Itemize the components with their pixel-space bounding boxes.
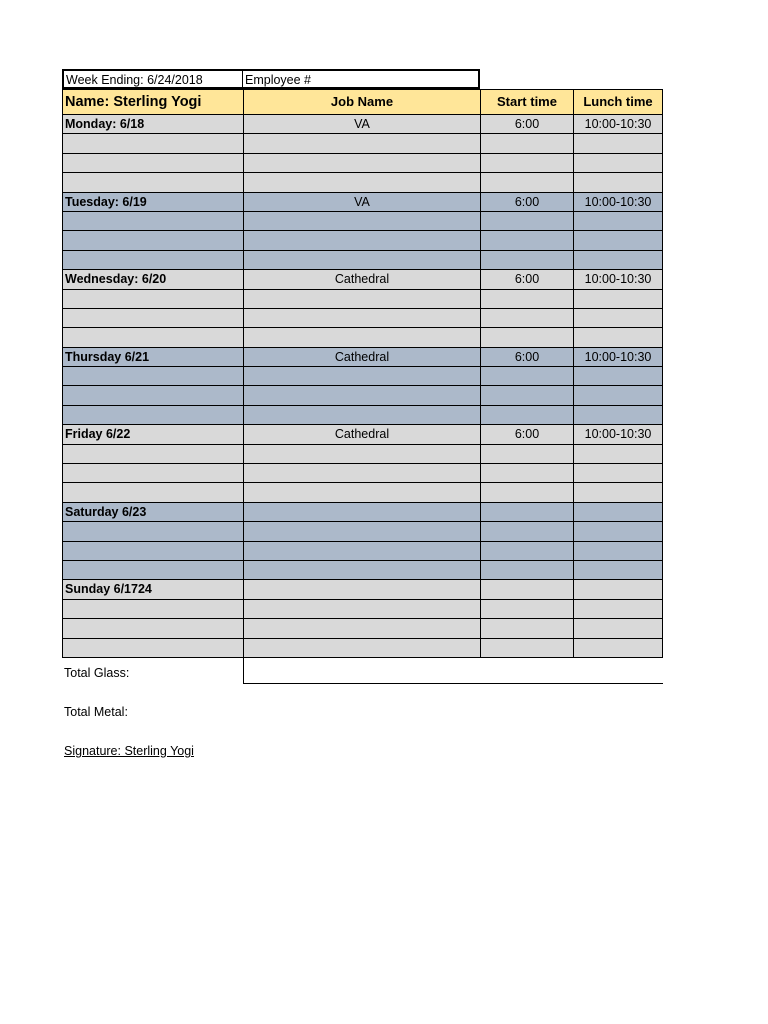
job-name-cell bbox=[244, 600, 481, 619]
lunch-time-cell: 10:00-10:30 bbox=[574, 270, 663, 289]
lunch-time-cell bbox=[574, 290, 663, 309]
day-label-cell bbox=[63, 600, 244, 619]
job-name-cell bbox=[244, 386, 481, 405]
lunch-time-cell bbox=[574, 522, 663, 541]
job-name-cell bbox=[244, 231, 481, 250]
day-label-cell: Monday: 6/18 bbox=[63, 115, 244, 134]
column-header-row bbox=[62, 89, 663, 115]
day-row bbox=[62, 115, 663, 134]
day-label-cell: Saturday 6/23 bbox=[63, 503, 244, 522]
job-name-cell bbox=[244, 328, 481, 347]
employee-name-header: Name: Sterling Yogi bbox=[63, 90, 244, 115]
day-row bbox=[62, 580, 663, 599]
start-time-cell bbox=[481, 386, 574, 405]
start-time-cell bbox=[481, 639, 574, 658]
blank-row bbox=[62, 406, 663, 425]
lunch-time-cell bbox=[574, 212, 663, 231]
job-name-cell bbox=[244, 154, 481, 173]
blank-row bbox=[62, 600, 663, 619]
start-time-cell bbox=[481, 561, 574, 580]
lunch-time-cell bbox=[574, 154, 663, 173]
day-row bbox=[62, 193, 663, 212]
lunch-time-cell bbox=[574, 503, 663, 522]
start-time-cell: 6:00 bbox=[481, 425, 574, 444]
lunch-time-cell bbox=[574, 231, 663, 250]
lunch-time-cell bbox=[574, 619, 663, 638]
blank-row bbox=[62, 134, 663, 153]
job-name-cell bbox=[244, 173, 481, 192]
day-label-cell bbox=[63, 251, 244, 270]
blank-row bbox=[62, 309, 663, 328]
day-label-cell bbox=[63, 619, 244, 638]
day-label-cell bbox=[63, 639, 244, 658]
total-metal-label: Total Metal: bbox=[64, 705, 128, 719]
day-row bbox=[62, 503, 663, 522]
lunch-time-cell bbox=[574, 251, 663, 270]
job-name-cell: Cathedral bbox=[244, 348, 481, 367]
job-name-cell bbox=[244, 483, 481, 502]
lunch-time-cell bbox=[574, 386, 663, 405]
blank-row bbox=[62, 154, 663, 173]
lunch-time-cell bbox=[574, 406, 663, 425]
employee-number-cell: Employee # bbox=[243, 69, 480, 89]
job-name-cell bbox=[244, 619, 481, 638]
day-label-cell bbox=[63, 464, 244, 483]
sheet-header-row bbox=[62, 69, 663, 89]
blank-row bbox=[62, 561, 663, 580]
start-time-cell bbox=[481, 134, 574, 153]
blank-row bbox=[62, 522, 663, 541]
day-label-cell bbox=[63, 309, 244, 328]
blank-row bbox=[62, 639, 663, 658]
start-time-cell: 6:00 bbox=[481, 270, 574, 289]
job-name-cell bbox=[244, 367, 481, 386]
job-name-cell bbox=[244, 464, 481, 483]
start-time-cell bbox=[481, 154, 574, 173]
job-name-cell bbox=[244, 503, 481, 522]
job-name-cell: VA bbox=[244, 193, 481, 212]
lunch-time-cell bbox=[574, 600, 663, 619]
day-label-cell bbox=[63, 134, 244, 153]
day-label-cell bbox=[63, 561, 244, 580]
day-label-cell bbox=[63, 154, 244, 173]
day-row bbox=[62, 348, 663, 367]
day-label-cell bbox=[63, 386, 244, 405]
job-name-cell bbox=[244, 251, 481, 270]
start-time-cell bbox=[481, 464, 574, 483]
start-time-cell bbox=[481, 290, 574, 309]
start-time-cell bbox=[481, 503, 574, 522]
blank-row bbox=[62, 542, 663, 561]
start-time-cell bbox=[481, 173, 574, 192]
day-label-cell: Wednesday: 6/20 bbox=[63, 270, 244, 289]
total-glass-label: Total Glass: bbox=[64, 666, 130, 680]
lunch-time-cell bbox=[574, 134, 663, 153]
start-time-cell bbox=[481, 600, 574, 619]
lunch-time-cell bbox=[574, 483, 663, 502]
blank-row bbox=[62, 290, 663, 309]
lunch-time-cell: 10:00-10:30 bbox=[574, 115, 663, 134]
day-row bbox=[62, 270, 663, 289]
lunch-time-cell bbox=[574, 639, 663, 658]
blank-row bbox=[62, 231, 663, 250]
lunch-time-cell bbox=[574, 542, 663, 561]
blank-row bbox=[62, 445, 663, 464]
job-name-cell: VA bbox=[244, 115, 481, 134]
blank-row bbox=[62, 386, 663, 405]
blank-row bbox=[62, 464, 663, 483]
start-time-cell bbox=[481, 367, 574, 386]
start-time-cell bbox=[481, 542, 574, 561]
job-name-cell bbox=[244, 309, 481, 328]
lunch-time-cell bbox=[574, 328, 663, 347]
blank-row bbox=[62, 367, 663, 386]
day-label-cell bbox=[63, 406, 244, 425]
job-name-cell bbox=[244, 522, 481, 541]
job-name-header: Job Name bbox=[244, 90, 481, 115]
day-label-cell bbox=[63, 173, 244, 192]
start-time-cell bbox=[481, 328, 574, 347]
job-name-cell bbox=[244, 134, 481, 153]
week-ending-cell: Week Ending: 6/24/2018 bbox=[62, 69, 243, 89]
job-name-cell bbox=[244, 406, 481, 425]
start-time-cell bbox=[481, 251, 574, 270]
lunch-time-cell bbox=[574, 580, 663, 599]
job-name-cell bbox=[244, 542, 481, 561]
day-label-cell bbox=[63, 212, 244, 231]
lunch-time-cell: 10:00-10:30 bbox=[574, 193, 663, 212]
day-label-cell bbox=[63, 483, 244, 502]
day-label-cell bbox=[63, 445, 244, 464]
job-name-cell bbox=[244, 445, 481, 464]
lunch-time-cell bbox=[574, 561, 663, 580]
day-label-cell bbox=[63, 522, 244, 541]
job-name-cell: Cathedral bbox=[244, 270, 481, 289]
day-row bbox=[62, 425, 663, 444]
timesheet bbox=[62, 69, 663, 658]
job-name-cell bbox=[244, 639, 481, 658]
day-label-cell bbox=[63, 231, 244, 250]
blank-row bbox=[62, 251, 663, 270]
day-label-cell bbox=[63, 328, 244, 347]
blank-row bbox=[62, 328, 663, 347]
total-glass-box bbox=[243, 658, 663, 684]
lunch-time-cell bbox=[574, 445, 663, 464]
day-label-cell: Tuesday: 6/19 bbox=[63, 193, 244, 212]
start-time-cell bbox=[481, 445, 574, 464]
start-time-cell bbox=[481, 231, 574, 250]
day-label-cell bbox=[63, 542, 244, 561]
blank-row bbox=[62, 619, 663, 638]
start-time-header: Start time bbox=[481, 90, 574, 115]
day-label-cell: Thursday 6/21 bbox=[63, 348, 244, 367]
day-label-cell bbox=[63, 367, 244, 386]
job-name-cell bbox=[244, 580, 481, 599]
start-time-cell bbox=[481, 406, 574, 425]
day-rows bbox=[62, 115, 663, 658]
job-name-cell: Cathedral bbox=[244, 425, 481, 444]
day-label-cell: Friday 6/22 bbox=[63, 425, 244, 444]
lunch-time-cell bbox=[574, 367, 663, 386]
job-name-cell bbox=[244, 212, 481, 231]
signature-line: Signature: Sterling Yogi bbox=[64, 744, 194, 758]
start-time-cell bbox=[481, 212, 574, 231]
lunch-time-cell bbox=[574, 309, 663, 328]
blank-row bbox=[62, 173, 663, 192]
start-time-cell: 6:00 bbox=[481, 115, 574, 134]
lunch-time-cell bbox=[574, 173, 663, 192]
start-time-cell: 6:00 bbox=[481, 348, 574, 367]
blank-row bbox=[62, 212, 663, 231]
start-time-cell bbox=[481, 619, 574, 638]
blank-row bbox=[62, 483, 663, 502]
lunch-time-header: Lunch time bbox=[574, 90, 663, 115]
lunch-time-cell: 10:00-10:30 bbox=[574, 425, 663, 444]
job-name-cell bbox=[244, 561, 481, 580]
start-time-cell bbox=[481, 522, 574, 541]
lunch-time-cell: 10:00-10:30 bbox=[574, 348, 663, 367]
start-time-cell bbox=[481, 309, 574, 328]
day-label-cell: Sunday 6/1724 bbox=[63, 580, 244, 599]
lunch-time-cell bbox=[574, 464, 663, 483]
job-name-cell bbox=[244, 290, 481, 309]
start-time-cell: 6:00 bbox=[481, 193, 574, 212]
start-time-cell bbox=[481, 483, 574, 502]
start-time-cell bbox=[481, 580, 574, 599]
day-label-cell bbox=[63, 290, 244, 309]
